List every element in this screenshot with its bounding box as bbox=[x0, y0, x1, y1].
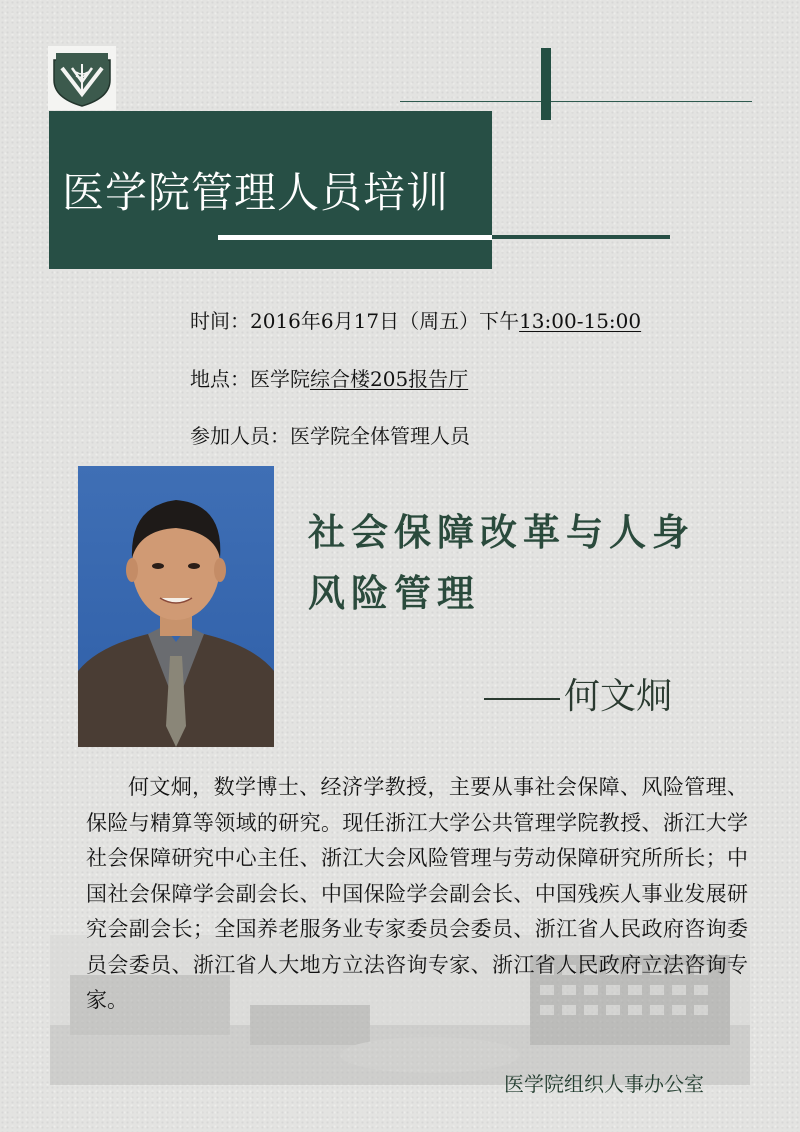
time-range: 13:00-15:00 bbox=[519, 309, 642, 333]
time-label: 时间：2016年6月17日（周五）下午 bbox=[190, 309, 520, 333]
speaker-name: 何文炯 bbox=[564, 676, 673, 717]
talk-title bbox=[308, 502, 748, 624]
place-row bbox=[190, 363, 468, 392]
decorative-top-line bbox=[400, 101, 752, 102]
talk-title-line1: 社会保障改革与人身 bbox=[308, 510, 695, 554]
place-label: 地点：医学院 bbox=[190, 367, 310, 391]
speaker-portrait-photo bbox=[78, 466, 274, 747]
university-emblem-icon bbox=[48, 46, 116, 110]
speaker-bio: 何文炯，数学博士、经济学教授，主要从事社会保障、风险管理、保险与精算等领域的研究。现任浙江大学公共管理学院教授、浙江大学社会保障研究中心主任、浙江大会风险管理与劳动保障研究所所长；中国社会保障学会副会长、中国保险学会副会长、中国残疾人事业发展研究会副会长；全国养老服务业专家委员会委员、浙江省人民政府咨询委员会委员、浙江省人大地方立法咨询专家、浙江省人民政府立法咨询专家。 bbox=[86, 775, 748, 1012]
speaker-dash bbox=[484, 698, 560, 700]
time-row bbox=[190, 305, 641, 334]
title-underline-white bbox=[218, 235, 492, 240]
place-room: 综合楼205报告厅 bbox=[310, 367, 469, 391]
page-title: 医学院管理人员培训 bbox=[62, 168, 450, 217]
title-underline-green bbox=[492, 235, 670, 239]
footer-organizer: 医学院组织人事办公室 bbox=[504, 1072, 704, 1096]
speaker-row bbox=[484, 668, 672, 719]
decorative-vertical-bar bbox=[541, 48, 551, 120]
participants-row: 参加人员：医学院全体管理人员 bbox=[190, 424, 470, 448]
talk-title-line2: 风险管理 bbox=[308, 571, 480, 615]
